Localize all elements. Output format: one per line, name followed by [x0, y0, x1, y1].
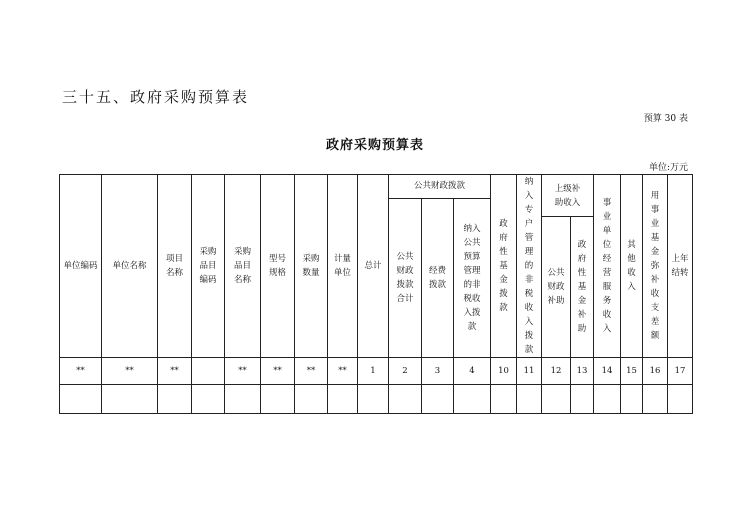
- header-model-spec-text: 型号规格: [268, 254, 286, 279]
- data-cell: [60, 385, 102, 414]
- header-measure-unit-text: 计量单位: [333, 254, 351, 279]
- index-cell: **: [60, 358, 102, 385]
- index-cell: 14: [594, 358, 621, 385]
- header-business-income-text: 事业单位经营服务收入: [602, 198, 612, 335]
- header-funding-grant: [422, 199, 454, 358]
- data-cell: [158, 385, 192, 414]
- data-cell: [389, 385, 422, 414]
- header-superior-fund-subsidy-text: 政府性基金补助: [577, 240, 587, 335]
- index-cell: **: [328, 358, 358, 385]
- data-cell: [422, 385, 454, 414]
- data-cell: [358, 385, 389, 414]
- procurement-budget-table: [59, 174, 693, 414]
- index-cell: 13: [571, 358, 594, 385]
- index-cell: **: [225, 358, 261, 385]
- index-cell: 16: [643, 358, 668, 385]
- index-cell: 3: [422, 358, 454, 385]
- header-public-fiscal: 公共财政拨款: [389, 175, 491, 199]
- header-gov-fund-grant-text: 政府性基金拨款: [499, 219, 508, 314]
- header-superior-subsidy: [542, 175, 594, 217]
- header-project-name-text: 项目名称: [165, 254, 183, 279]
- data-cell: [261, 385, 295, 414]
- header-project-name: [158, 175, 192, 358]
- header-quantity-text: 采购数量: [302, 254, 320, 279]
- index-cell: 2: [389, 358, 422, 385]
- header-superior-fiscal-subsidy-text: 公共财政补助: [547, 268, 565, 307]
- header-public-fiscal-subtotal: [389, 199, 422, 358]
- index-cell: 12: [542, 358, 571, 385]
- header-fund-balance: [643, 175, 668, 358]
- header-non-tax-grant: [454, 199, 491, 358]
- header-unit-name: 单位名称: [102, 175, 158, 358]
- data-cell: [517, 385, 542, 414]
- header-public-fiscal-subtotal-text: 公共财政拨款合计: [396, 252, 414, 305]
- index-cell: **: [102, 358, 158, 385]
- header-item-name: [225, 175, 261, 358]
- header-item-name-text: 采购品目名称: [233, 247, 251, 286]
- header-superior-fund-subsidy: [571, 217, 594, 358]
- data-cell: [295, 385, 328, 414]
- header-last-year-carryover: [668, 175, 693, 358]
- index-cell: **: [261, 358, 295, 385]
- header-item-code-text: 采购品目编码: [199, 247, 217, 286]
- header-last-year-carryover-text: 上年结转: [671, 254, 689, 279]
- header-special-non-tax-text: 纳入专户管理的非税收入拨款: [524, 177, 534, 356]
- header-superior-fiscal-subsidy: [542, 217, 571, 358]
- table-number: 预算 30 表: [643, 114, 688, 124]
- index-cell: **: [158, 358, 192, 385]
- data-cell: [328, 385, 358, 414]
- data-cell: [454, 385, 491, 414]
- index-cell: 11: [517, 358, 542, 385]
- header-unit-code: 单位编码: [60, 175, 102, 358]
- data-cell: [668, 385, 693, 414]
- data-cell: [192, 385, 225, 414]
- data-cell: [225, 385, 261, 414]
- data-cell: [491, 385, 517, 414]
- header-superior-subsidy-text: 上级补助收入: [554, 183, 581, 208]
- header-fund-balance-text: 用事业基金弥补收支差额: [650, 191, 660, 342]
- header-measure-unit: [328, 175, 358, 358]
- header-special-non-tax: [517, 175, 542, 358]
- data-cell: [594, 385, 621, 414]
- data-cell: [571, 385, 594, 414]
- index-cell: 15: [621, 358, 643, 385]
- header-quantity: [295, 175, 328, 358]
- header-funding-grant-text: 经费拨款: [428, 266, 446, 291]
- data-cell: [102, 385, 158, 414]
- index-cell: **: [295, 358, 328, 385]
- index-cell: [192, 358, 225, 385]
- header-other-income-text: 其他收入: [627, 240, 636, 293]
- index-cell: 17: [668, 358, 693, 385]
- header-non-tax-grant-text: 纳入公共预算管理的非税收入拨款: [463, 224, 481, 333]
- section-title: 三十五、政府采购预算表: [62, 88, 250, 106]
- header-other-income: [621, 175, 643, 358]
- header-total: 总计: [358, 175, 389, 358]
- unit-label: 单位:万元: [648, 163, 688, 173]
- index-cell: 1: [358, 358, 389, 385]
- header-model-spec: [261, 175, 295, 358]
- index-cell: 4: [454, 358, 491, 385]
- index-cell: 10: [491, 358, 517, 385]
- data-cell: [643, 385, 668, 414]
- data-cell: [542, 385, 571, 414]
- header-item-code: [192, 175, 225, 358]
- table-title: 政府采购预算表: [325, 138, 424, 153]
- header-business-income: [594, 175, 621, 358]
- data-cell: [621, 385, 643, 414]
- header-gov-fund-grant: [491, 175, 517, 358]
